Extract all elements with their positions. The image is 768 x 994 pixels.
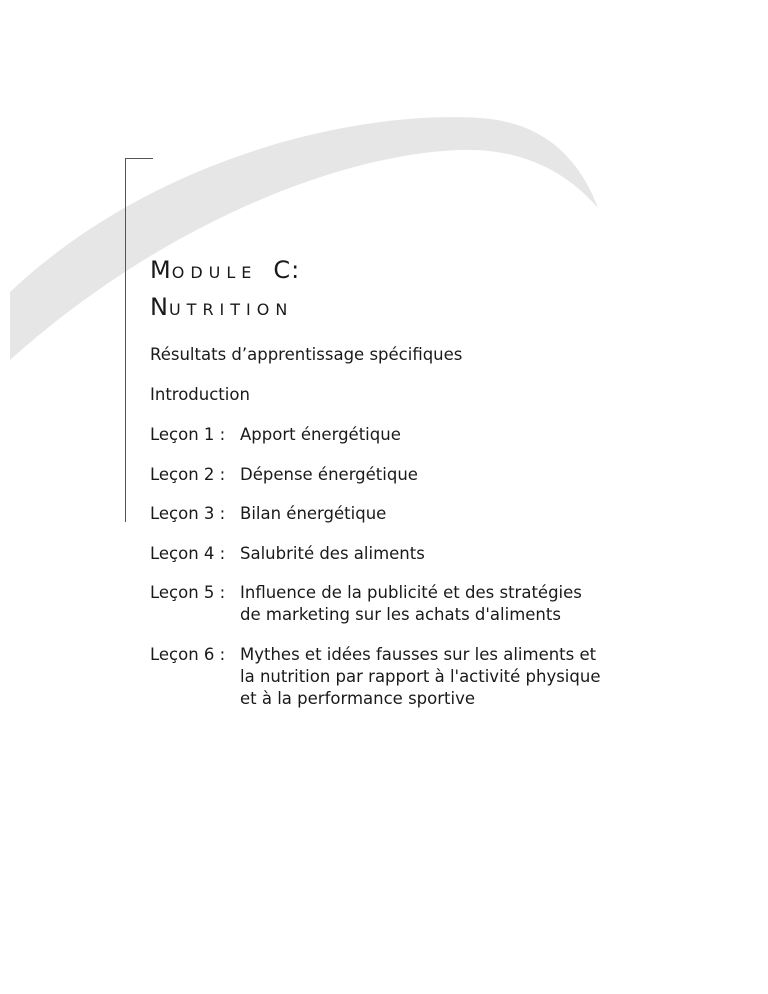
lesson-title	[240, 424, 401, 446]
title-initial-m: M	[150, 256, 172, 284]
lesson-title-line: Mythes et idées fausses sur les aliments et	[240, 644, 597, 664]
lesson-title	[240, 582, 582, 626]
lesson-title-line: Dépense énergétique	[240, 464, 418, 484]
lesson-title-line: Salubrité des aliments	[240, 543, 425, 563]
table-of-contents	[150, 344, 600, 727]
swoosh-arc	[10, 117, 598, 360]
lesson-number: Leçon 1 :	[150, 425, 226, 444]
toc-lesson-4	[150, 543, 600, 565]
lesson-title	[240, 503, 386, 525]
margin-rule-horizontal	[125, 158, 153, 159]
toc-lesson-1	[150, 424, 600, 446]
toc-lesson-3	[150, 503, 600, 525]
toc-lesson-2	[150, 464, 600, 486]
title-module-letter: C:	[273, 256, 301, 284]
margin-rule-vertical	[125, 158, 126, 522]
lesson-number: Leçon 5 :	[150, 583, 226, 602]
lesson-title	[240, 464, 418, 486]
toc-item-outcomes: Résultats d’apprentissage spécifiques	[150, 345, 463, 364]
lesson-title-line: Influence de la publicité et des stratégies	[240, 583, 582, 602]
lesson-title-line: la nutrition par rapport à l'activité physique	[240, 666, 601, 686]
lesson-title	[240, 543, 425, 565]
lesson-number: Leçon 3 :	[150, 504, 226, 523]
lesson-title-line: et à la performance sportive	[240, 688, 475, 708]
lesson-number: Leçon 4 :	[150, 543, 226, 563]
lesson-number: Leçon 6 :	[150, 644, 226, 664]
lesson-number: Leçon 2 :	[150, 464, 226, 484]
module-title-line-2	[150, 285, 300, 322]
lesson-title-line: Bilan énergétique	[240, 504, 387, 523]
title-initial-n: N	[150, 293, 169, 321]
lesson-title-line: Apport énergétique	[240, 425, 401, 444]
toc-lesson-5	[150, 582, 600, 626]
module-title-line-1	[150, 248, 300, 285]
title-word-nutrition: UTRITION	[168, 300, 294, 319]
toc-lesson-6	[150, 644, 600, 710]
module-title	[150, 248, 300, 322]
lesson-title	[240, 644, 600, 710]
toc-item-introduction: Introduction	[150, 385, 250, 404]
title-word-module: ODULE	[171, 263, 258, 282]
lesson-title-line: de marketing sur les achats d'aliments	[240, 605, 561, 624]
